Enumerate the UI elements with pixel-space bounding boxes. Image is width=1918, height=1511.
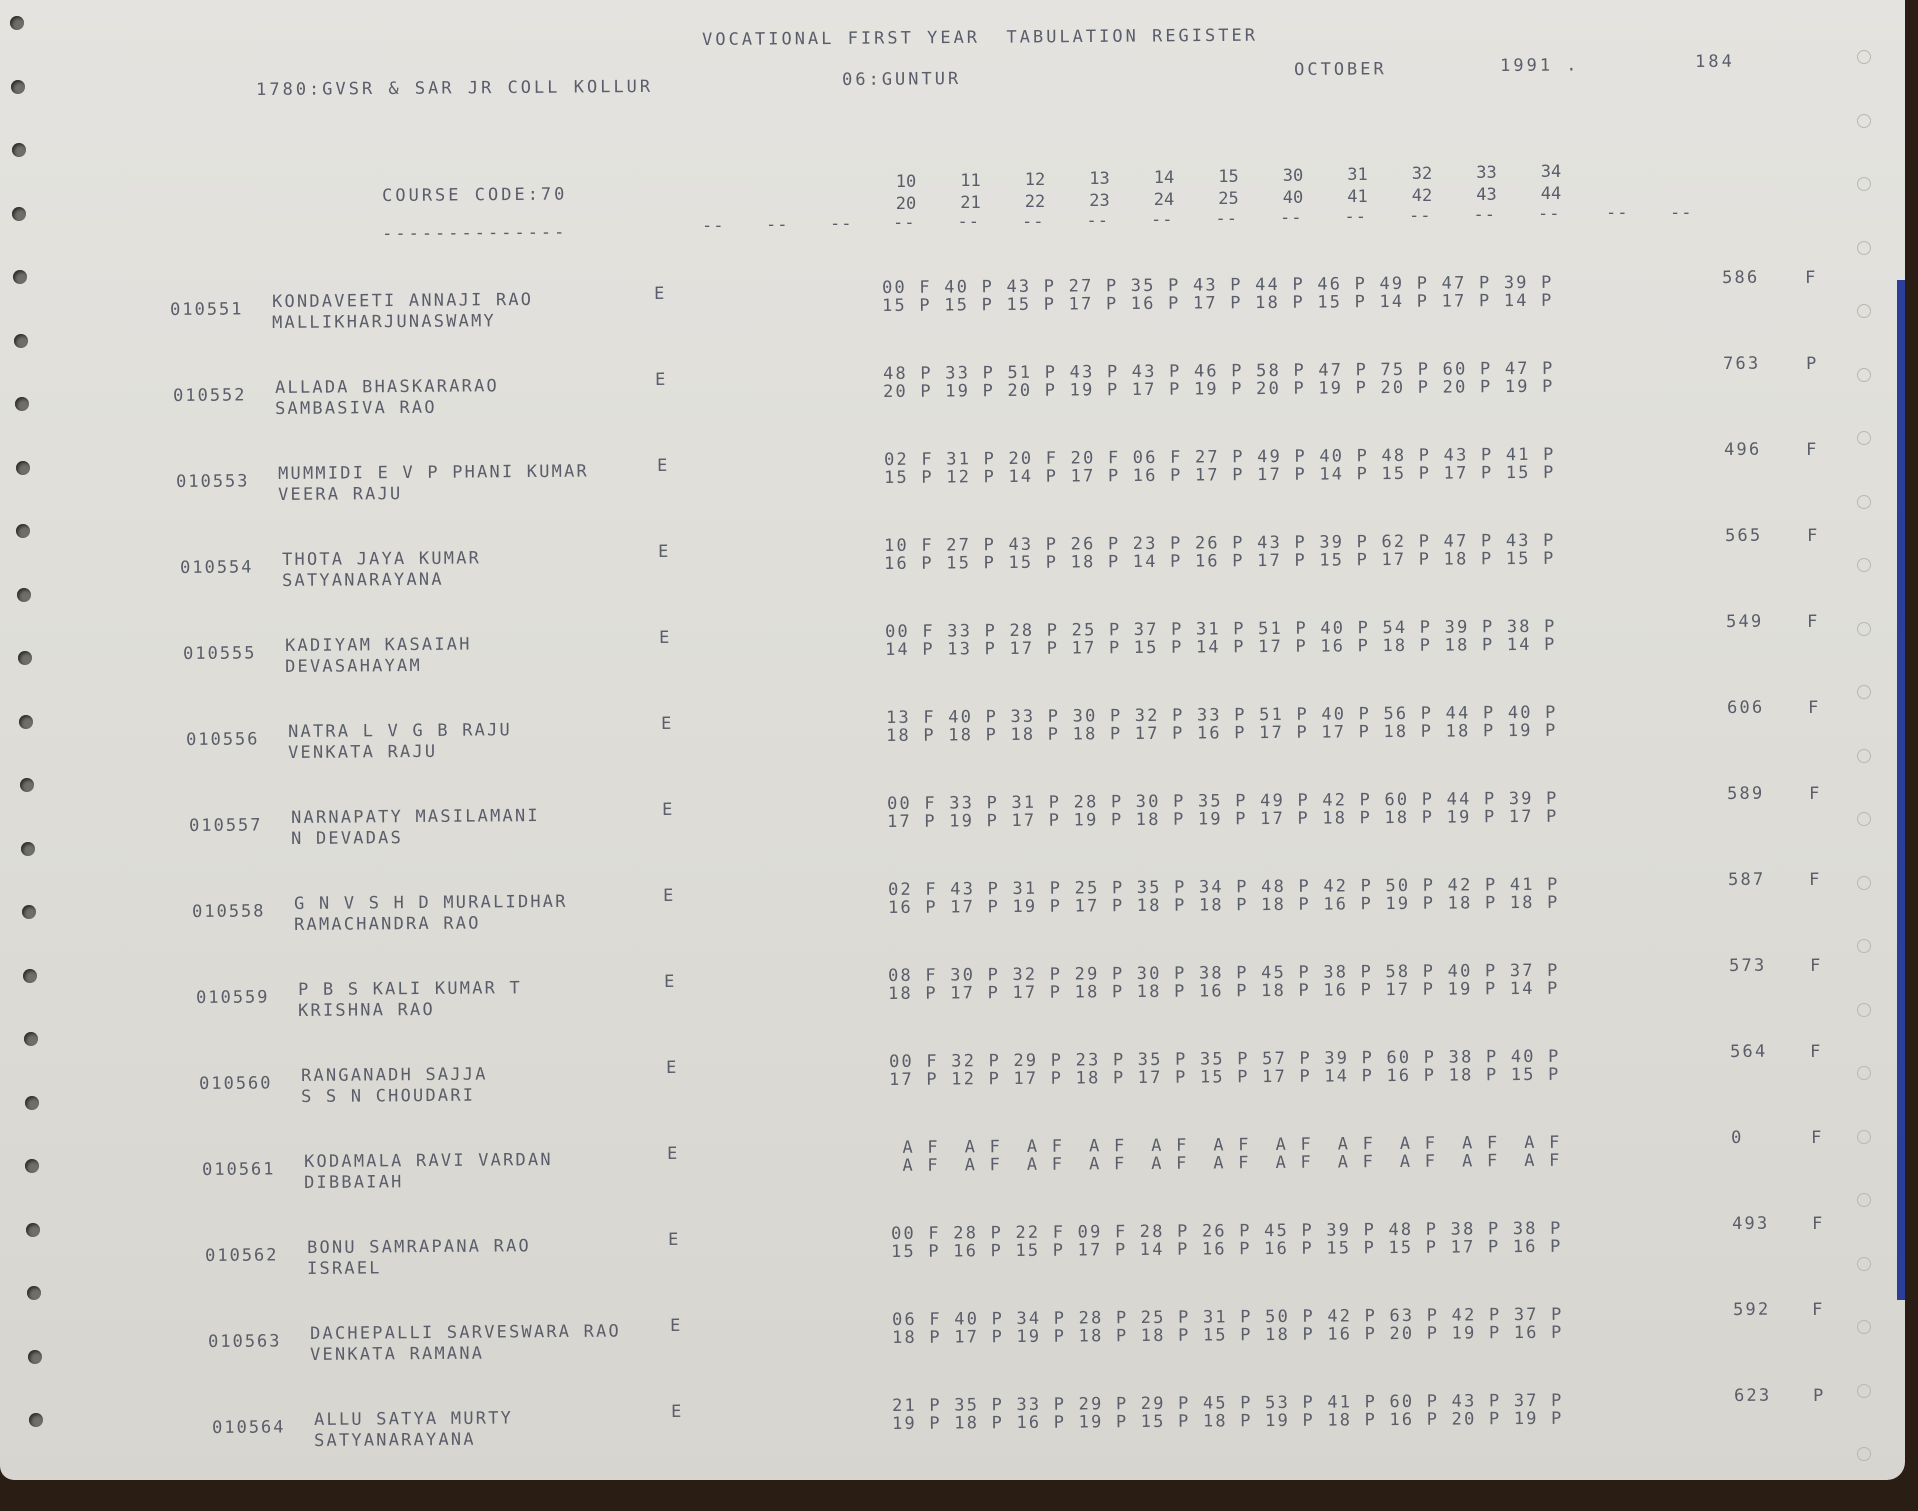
feed-hole [27, 1286, 41, 1300]
student-name: THOTA JAYA KUMAR [281, 548, 481, 570]
exam-month: OCTOBER [1294, 59, 1387, 80]
marks-line-2: 18 P 17 P 19 P 18 P 18 P 15 P 18 P 16 P 20 P 19 P 16 P [891, 1322, 1564, 1348]
feed-hole [14, 334, 28, 348]
marks-line-2: 14 P 13 P 17 P 17 P 15 P 14 P 17 P 16 P 18 P 18 P 14 P [885, 634, 1557, 660]
column-dash: -- [830, 214, 853, 235]
medium-code: E [664, 971, 677, 992]
total-marks: 0 [1731, 1127, 1744, 1148]
feed-hole [1857, 622, 1871, 636]
subject-code-top: 11 [960, 171, 981, 191]
subject-code-top: 14 [1153, 168, 1175, 188]
column-dash: -- [1086, 210, 1109, 231]
result-code: F [1807, 611, 1820, 632]
subject-code-bottom: 44 [1540, 184, 1562, 204]
father-name: MALLIKHARJUNASWAMY [272, 311, 496, 333]
feed-hole [17, 588, 31, 602]
course-code-underline: -------------- [382, 222, 568, 244]
total-marks: 493 [1731, 1213, 1770, 1234]
subject-code-top: 13 [1089, 169, 1110, 189]
student-id: 010551 [170, 299, 244, 320]
tractor-feed-holes-right [1853, 0, 1883, 1480]
subject-code-bottom: 23 [1089, 191, 1110, 211]
marks-line-2: 15 P 12 P 14 P 17 P 16 P 17 P 17 P 14 P 15 P 17 P 15 P [883, 462, 1556, 488]
result-code: F [1809, 955, 1823, 976]
father-name: S S N CHOUDARI [300, 1085, 476, 1107]
student-name: KODAMALA RAVI VARDAN [304, 1150, 553, 1172]
column-dash: -- [1606, 203, 1629, 224]
student-name: MUMMIDI E V P PHANI KUMAR [278, 461, 590, 484]
feed-hole [16, 461, 30, 475]
marks-line-1: 10 F 27 P 43 P 26 P 23 P 26 P 43 P 39 P 62 P 47 P 43 P [884, 530, 1557, 556]
total-marks: 573 [1729, 955, 1767, 976]
binder-edge [1897, 280, 1905, 1300]
feed-hole [1857, 812, 1871, 826]
student-name: NARNAPATY MASILAMANI [291, 806, 541, 828]
result-code: F [1809, 869, 1822, 890]
total-marks: 763 [1722, 353, 1761, 374]
result-code: F [1811, 1127, 1824, 1148]
subject-code-top: 34 [1540, 162, 1562, 182]
marks-line-2: 18 P 18 P 18 P 18 P 17 P 16 P 17 P 17 P 18 P 18 P 19 P [886, 720, 1558, 746]
marks-line-2: 19 P 18 P 16 P 19 P 15 P 18 P 19 P 18 P 16 P 20 P 19 P [892, 1408, 1565, 1434]
student-name: RANGANADH SAJJA [300, 1064, 488, 1086]
subject-code-top: 10 [895, 172, 917, 192]
student-name: KONDAVEETI ANNAJI RAO [272, 289, 534, 312]
subject-code-bottom: 21 [960, 193, 981, 213]
total-marks: 606 [1726, 697, 1764, 718]
column-dash: -- [1538, 204, 1561, 225]
medium-code: E [655, 369, 668, 390]
medium-code: E [661, 799, 675, 820]
feed-hole [1857, 1447, 1871, 1461]
marks-line-1: 48 P 33 P 51 P 43 P 43 P 46 P 58 P 47 P 75 P 60 P 47 P [882, 358, 1555, 384]
student-name: NATRA L V G B RAJU [288, 720, 512, 742]
student-id: 010561 [202, 1159, 276, 1180]
course-code: COURSE CODE:70 [382, 184, 568, 206]
student-name: P B S KALI KUMAR T [297, 978, 522, 1000]
feed-hole [1857, 1320, 1871, 1334]
column-dash: -- [1215, 208, 1238, 229]
column-dash: -- [1473, 205, 1496, 226]
subject-code-top: 12 [1024, 170, 1046, 190]
student-id: 010555 [182, 643, 257, 664]
column-dash: -- [1409, 206, 1432, 227]
medium-code: E [668, 1229, 681, 1250]
subject-code-bottom: 20 [895, 194, 917, 214]
medium-code: E [667, 1143, 680, 1164]
marks-line-1: 02 F 31 P 20 F 20 F 06 F 27 P 49 P 40 P 48 P 43 P 41 P [883, 444, 1556, 470]
feed-hole [1857, 1193, 1871, 1207]
father-name: RAMACHANDRA RAO [294, 913, 482, 935]
student-id: 010557 [189, 815, 263, 836]
student-id: 010558 [192, 901, 266, 922]
register-title: VOCATIONAL FIRST YEAR TABULATION REGISTER [702, 25, 1259, 50]
feed-hole [1857, 241, 1871, 255]
feed-hole [1857, 495, 1871, 509]
marks-line-2: 17 P 12 P 17 P 18 P 17 P 15 P 17 P 14 P 16 P 18 P 15 P [889, 1064, 1561, 1090]
student-name: ALLADA BHASKARARAO [275, 376, 500, 398]
medium-code: E [657, 541, 671, 562]
feed-hole [1857, 1257, 1871, 1271]
column-dash: -- [766, 215, 789, 236]
medium-code: E [656, 455, 670, 476]
total-marks: 587 [1728, 869, 1766, 890]
feed-hole [26, 1223, 40, 1237]
feed-hole [1857, 939, 1871, 953]
column-dash: -- [1022, 211, 1045, 232]
feed-hole [1857, 749, 1871, 763]
father-name: VENKATA RAMANA [310, 1343, 485, 1365]
subject-code-bottom: 25 [1218, 189, 1239, 209]
medium-code: E [669, 1315, 683, 1336]
marks-line-1: 13 F 40 P 33 P 30 P 32 P 33 P 51 P 40 P 56 P 44 P 40 P [886, 702, 1558, 728]
feed-hole [23, 969, 37, 983]
feed-hole [1857, 114, 1871, 128]
subject-code-top: 32 [1411, 164, 1433, 184]
subject-code-top: 33 [1476, 163, 1497, 183]
father-name: SATYANARAYANA [281, 569, 444, 591]
feed-hole [1857, 1003, 1871, 1017]
feed-hole [13, 270, 27, 284]
marks-line-1: 00 F 32 P 29 P 23 P 35 P 35 P 57 P 39 P 60 P 38 P 40 P [889, 1046, 1561, 1072]
feed-hole [1857, 1130, 1871, 1144]
marks-line-2: 16 P 17 P 19 P 17 P 18 P 18 P 18 P 16 P 19 P 18 P 18 P [887, 892, 1560, 918]
medium-code: E [670, 1401, 684, 1422]
father-name: DEVASAHAYAM [284, 655, 422, 677]
result-code: P [1805, 353, 1819, 374]
student-name: DACHEPALLI SARVESWARA RAO [310, 1321, 622, 1344]
feed-hole [1857, 1066, 1871, 1080]
total-marks: 549 [1725, 611, 1764, 632]
marks-line-1: 00 F 33 P 28 P 25 P 37 P 31 P 51 P 40 P 54 P 39 P 38 P [885, 616, 1557, 642]
feed-hole [15, 397, 29, 411]
feed-hole [25, 1096, 39, 1110]
total-marks: 496 [1723, 439, 1762, 460]
column-dash: -- [1280, 207, 1303, 228]
marks-line-1: 00 F 28 P 22 F 09 F 28 P 26 P 45 P 39 P 48 P 38 P 38 P [890, 1218, 1563, 1244]
student-id: 010563 [208, 1331, 282, 1352]
result-code: F [1808, 697, 1821, 718]
student-id: 010554 [179, 557, 254, 578]
college-name: 1780:GVSR & SAR JR COLL KOLLUR [256, 76, 654, 100]
tractor-feed-holes-left [6, 0, 46, 1480]
feed-hole [12, 207, 26, 221]
result-code: F [1806, 439, 1819, 460]
feed-hole [19, 715, 33, 729]
medium-code: E [665, 1057, 679, 1078]
feed-hole [1857, 431, 1871, 445]
marks-line-2: 17 P 19 P 17 P 19 P 18 P 19 P 17 P 18 P 18 P 19 P 17 P [886, 806, 1559, 832]
marks-line-1: 00 F 33 P 31 P 28 P 30 P 35 P 49 P 42 P 60 P 44 P 39 P [886, 788, 1559, 814]
feed-hole [12, 143, 26, 157]
feed-hole [1857, 304, 1871, 318]
father-name: DIBBAIAH [304, 1172, 404, 1193]
marks-line-2: 15 P 15 P 15 P 17 P 16 P 17 P 18 P 15 P 14 P 17 P 14 P [882, 290, 1554, 316]
subject-code-top: 31 [1347, 165, 1368, 185]
father-name: SAMBASIVA RAO [275, 397, 437, 419]
subject-code-bottom: 40 [1282, 188, 1304, 208]
result-code: F [1812, 1299, 1825, 1320]
subject-code-top: 30 [1282, 166, 1304, 186]
medium-code: E [654, 283, 667, 304]
feed-hole [29, 1413, 43, 1427]
result-code: F [1805, 267, 1818, 288]
student-id: 010553 [176, 471, 250, 492]
subject-code-bottom: 41 [1347, 187, 1368, 207]
father-name: SATYANARAYANA [313, 1429, 476, 1451]
marks-line-2: 16 P 15 P 15 P 18 P 14 P 16 P 17 P 15 P 17 P 18 P 15 P [884, 548, 1557, 574]
marks-line-2: 20 P 19 P 20 P 19 P 17 P 19 P 20 P 19 P 20 P 20 P 19 P [882, 376, 1555, 402]
feed-hole [1857, 368, 1871, 382]
subject-code-bottom: 22 [1024, 192, 1046, 212]
feed-hole [1857, 685, 1871, 699]
result-code: F [1810, 1041, 1823, 1062]
district-code: 06:GUNTUR [842, 69, 962, 90]
medium-code: E [663, 885, 676, 906]
student-id: 010556 [186, 729, 260, 750]
feed-hole [1857, 876, 1871, 890]
student-id: 010562 [205, 1245, 279, 1266]
subject-code-bottom: 43 [1476, 185, 1497, 205]
column-dash: -- [702, 216, 725, 236]
feed-hole [1857, 177, 1871, 191]
student-name: KADIYAM KASAIAH [284, 634, 472, 656]
result-code: F [1806, 525, 1820, 546]
student-id: 010552 [173, 385, 247, 406]
marks-line-1: 08 F 30 P 32 P 29 P 30 P 38 P 45 P 38 P 58 P 40 P 37 P [888, 960, 1561, 986]
feed-hole [1857, 558, 1871, 572]
feed-hole [1857, 50, 1871, 64]
total-marks: 589 [1727, 783, 1765, 804]
feed-hole [18, 651, 32, 665]
father-name: KRISHNA RAO [297, 999, 435, 1021]
medium-code: E [660, 713, 674, 734]
column-dash: -- [1670, 202, 1693, 223]
student-id: 010560 [198, 1073, 273, 1094]
marks-line-1: A F A F A F A F A F A F A F A F A F A F A F [890, 1132, 1562, 1158]
column-dash: -- [957, 212, 980, 233]
result-code: F [1811, 1213, 1825, 1234]
feed-hole [16, 524, 30, 538]
feed-hole [28, 1350, 42, 1364]
subject-code-bottom: 42 [1411, 186, 1433, 206]
marks-line-1: 06 F 40 P 34 P 28 P 25 P 31 P 50 P 42 P 63 P 42 P 37 P [891, 1304, 1564, 1330]
marks-line-1: 21 P 35 P 33 P 29 P 29 P 45 P 53 P 41 P 60 P 43 P 37 P [892, 1390, 1565, 1416]
page-number: 184 [1695, 51, 1735, 72]
marks-line-1: 00 F 40 P 43 P 27 P 35 P 43 P 44 P 46 P 49 P 47 P 39 P [882, 272, 1554, 298]
marks-line-2: 18 P 17 P 17 P 18 P 18 P 16 P 18 P 16 P 17 P 19 P 14 P [888, 978, 1561, 1004]
marks-line-1: 02 F 43 P 31 P 25 P 35 P 34 P 48 P 42 P 50 P 42 P 41 P [887, 874, 1560, 900]
feed-hole [1857, 1384, 1871, 1398]
total-marks: 586 [1722, 267, 1760, 288]
subject-code-bottom: 24 [1153, 190, 1175, 210]
marks-line-2: A F A F A F A F A F A F A F A F A F A F A F [890, 1150, 1562, 1176]
student-name: ALLU SATYA MURTY [313, 1408, 513, 1430]
exam-year: 1991 . [1500, 55, 1580, 76]
student-name: BONU SAMRAPANA RAO [307, 1236, 532, 1258]
feed-hole [22, 905, 36, 919]
student-id: 010559 [195, 987, 270, 1008]
father-name: ISRAEL [307, 1258, 382, 1279]
total-marks: 623 [1733, 1385, 1772, 1406]
feed-hole [20, 778, 34, 792]
column-dash: -- [893, 213, 916, 234]
father-name: VEERA RAJU [278, 484, 403, 505]
medium-code: E [659, 627, 672, 648]
father-name: N DEVADAS [291, 828, 404, 849]
total-marks: 565 [1724, 525, 1763, 546]
result-code: P [1812, 1385, 1826, 1406]
subject-code-top: 15 [1218, 167, 1239, 187]
column-dash: -- [1344, 207, 1367, 227]
marks-line-2: 15 P 16 P 15 P 17 P 14 P 16 P 16 P 15 P 15 P 17 P 16 P [890, 1236, 1563, 1262]
total-marks: 592 [1732, 1299, 1771, 1320]
feed-hole [21, 842, 35, 856]
total-marks: 564 [1730, 1041, 1768, 1062]
feed-hole [24, 1032, 38, 1046]
student-name: G N V S H D MURALIDHAR [294, 891, 569, 914]
column-dash: -- [1151, 209, 1174, 230]
student-id: 010564 [211, 1417, 286, 1438]
feed-hole [11, 80, 25, 94]
feed-hole [10, 16, 24, 30]
father-name: VENKATA RAJU [288, 741, 438, 763]
result-code: F [1808, 783, 1822, 804]
feed-hole [25, 1159, 39, 1173]
